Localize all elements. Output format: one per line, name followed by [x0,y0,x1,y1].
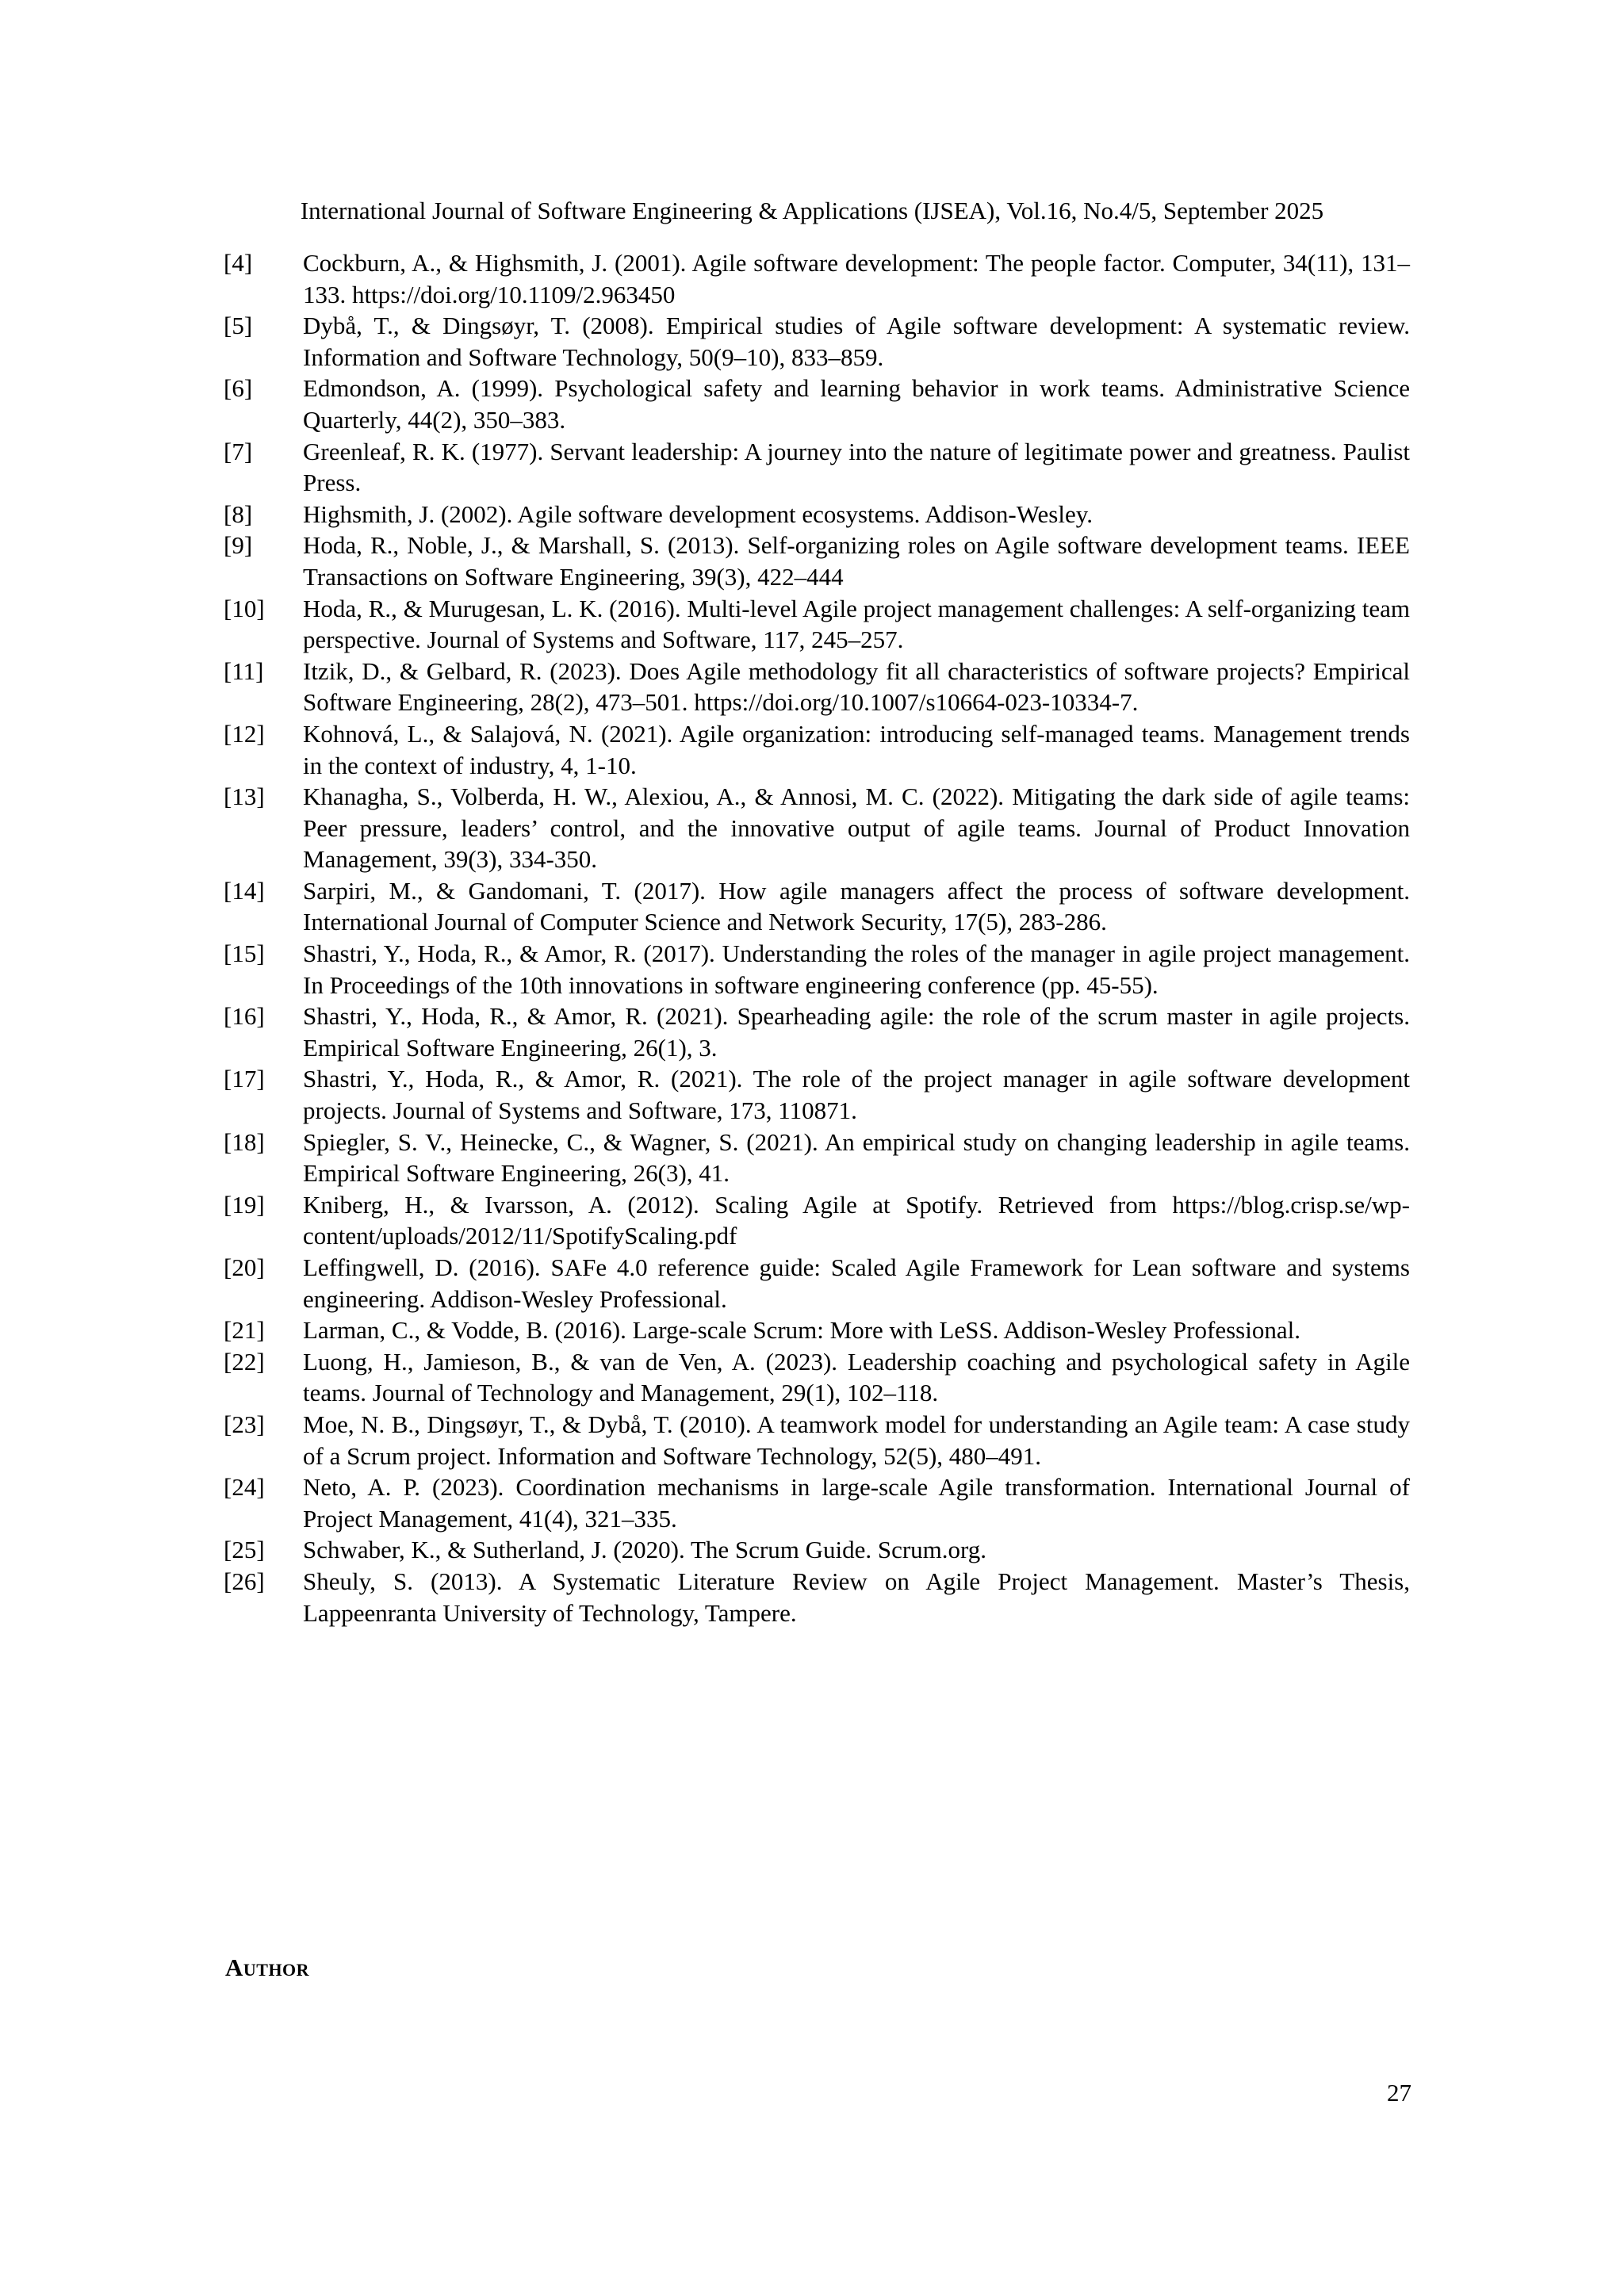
reference-item [224,1566,1410,1628]
reference-text: Greenleaf, R. K. (1977). Servant leadership: A journey into the nature of legitimate power and greatness. Paulist Press. [303,437,1410,497]
running-header: International Journal of Software Engineering & Applications (IJSEA), Vol.16, No.4/5, September 2025 [300,197,1324,224]
reference-item [224,781,1410,875]
author-section-heading: Author [225,1954,310,1981]
reference-item [224,530,1410,592]
reference-text: Hoda, R., Noble, J., & Marshall, S. (2013). Self-organizing roles on Agile software development teams. IEEE Transactions on Software Engineering, 39(3), 422–444 [303,531,1410,591]
reference-item [224,247,1410,310]
reference-number: [26] [224,1567,265,1595]
reference-number: [6] [224,374,253,403]
reference-text: Schwaber, K., & Sutherland, J. (2020). The Scrum Guide. Scrum.org. [303,1536,987,1564]
reference-item [224,656,1410,718]
reference-text: Edmondson, A. (1999). Psychological safety and learning behavior in work teams. Administrative Science Quarterly, 44(2), 350–383. [303,374,1410,434]
reference-item [224,1189,1410,1252]
reference-number: [4] [224,249,253,277]
page-number: 27 [1387,2079,1411,2107]
reference-item [224,499,1410,530]
reference-item [224,373,1410,435]
reference-number: [18] [224,1127,265,1156]
reference-number: [15] [224,939,265,968]
reference-item [224,310,1410,373]
reference-number: [20] [224,1253,265,1281]
reference-text: Hoda, R., & Murugesan, L. K. (2016). Multi-level Agile project management challenges: A self-organizing team perspective. Journal of Systems and Software, 117, 245–257. [303,594,1410,654]
reference-number: [17] [224,1065,265,1093]
reference-number: [7] [224,437,253,465]
reference-text: Itzik, D., & Gelbard, R. (2023). Does Agile methodology fit all characteristics of software projects? Empirical Software Engineering, 28(2), 473–501. https://doi.org/10.1007/s10664-023-10334-7. [303,656,1410,717]
reference-item [224,1127,1410,1189]
reference-item [224,593,1410,656]
reference-text: Larman, C., & Vodde, B. (2016). Large-scale Scrum: More with LeSS. Addison-Wesley Professional. [303,1316,1300,1345]
reference-text: Sheuly, S. (2013). A Systematic Literature Review on Agile Project Management. Master’s Thesis, Lappeenranta University of Technology, Tampere. [303,1567,1410,1627]
reference-number: [19] [224,1190,265,1219]
reference-text: Neto, A. P. (2023). Coordination mechanisms in large-scale Agile transformation. International Journal of Project Management, 41(4), 321–335. [303,1473,1410,1533]
reference-item [224,436,1410,499]
reference-text: Shastri, Y., Hoda, R., & Amor, R. (2021). Spearheading agile: the role of the scrum master in agile projects. Empirical Software Engineering, 26(1), 3. [303,1002,1410,1062]
reference-item [224,1314,1410,1346]
reference-number: [23] [224,1410,265,1438]
reference-number: [9] [224,531,253,560]
reference-number: [24] [224,1473,265,1502]
reference-text: Leffingwell, D. (2016). SAFe 4.0 reference guide: Scaled Agile Framework for Lean software and systems engineering. Addison-Wesley Professional. [303,1253,1410,1313]
reference-item [224,1346,1410,1409]
reference-number: [14] [224,876,265,905]
reference-item [224,1252,1410,1314]
reference-item [224,1534,1410,1566]
reference-text: Kohnová, L., & Salajová, N. (2021). Agile organization: introducing self-managed teams. Management trends in the context of industry, 4, 1-10. [303,719,1410,779]
reference-number: [10] [224,594,265,622]
reference-item [224,938,1410,1001]
reference-text: Khanagha, S., Volberda, H. W., Alexiou, A., & Annosi, M. C. (2022). Mitigating the dark side of agile teams: Peer pressure, leaders’ control, and the innovative output of agile teams. Journal of Product Innovation Management, 39(3), 334-350. [303,783,1410,874]
reference-item [224,1063,1410,1126]
reference-item [224,1471,1410,1534]
reference-number: [16] [224,1002,265,1031]
reference-text: Dybå, T., & Dingsøyr, T. (2008). Empirical studies of Agile software development: A systematic review. Information and Software Technology, 50(9–10), 833–859. [303,312,1410,371]
reference-number: [21] [224,1316,265,1345]
reference-item [224,1001,1410,1063]
reference-number: [25] [224,1536,265,1564]
reference-list [224,247,1410,1628]
reference-text: Highsmith, J. (2002). Agile software development ecosystems. Addison-Wesley. [303,499,1093,528]
reference-text: Cockburn, A., & Highsmith, J. (2001). Agile software development: The people factor. Computer, 34(11), 131–133. https://doi.org/10.1109/2.963450 [303,249,1410,308]
reference-item [224,718,1410,781]
reference-number: [11] [224,656,264,685]
reference-text: Shastri, Y., Hoda, R., & Amor, R. (2021). The role of the project manager in agile software development projects. Journal of Systems and Software, 173, 110871. [303,1065,1410,1125]
reference-item [224,875,1410,938]
reference-text: Spiegler, S. V., Heinecke, C., & Wagner, S. (2021). An empirical study on changing leadership in agile teams. Empirical Software Engineering, 26(3), 41. [303,1127,1410,1188]
reference-number: [5] [224,312,253,340]
reference-text: Sarpiri, M., & Gandomani, T. (2017). How agile managers affect the process of software development. International Journal of Computer Science and Network Security, 17(5), 283-286. [303,876,1410,936]
reference-number: [13] [224,783,265,811]
reference-number: [22] [224,1347,265,1376]
reference-number: [12] [224,719,265,748]
reference-text: Luong, H., Jamieson, B., & van de Ven, A. (2023). Leadership coaching and psychological safety in Agile teams. Journal of Technology and Management, 29(1), 102–118. [303,1347,1410,1407]
reference-text: Moe, N. B., Dingsøyr, T., & Dybå, T. (2010). A teamwork model for understanding an Agile team: A case study of a Scrum project. Information and Software Technology, 52(5), 480–491. [303,1410,1410,1470]
reference-text: Shastri, Y., Hoda, R., & Amor, R. (2017). Understanding the roles of the manager in agile project management. In Proceedings of the 10th innovations in software engineering conference (pp. 45-55). [303,939,1410,999]
reference-item [224,1409,1410,1471]
reference-number: [8] [224,499,253,528]
reference-text: Kniberg, H., & Ivarsson, A. (2012). Scaling Agile at Spotify. Retrieved from https://blog.crisp.se/wp-content/uploads/2012/11/SpotifyScaling.pdf [303,1190,1410,1250]
